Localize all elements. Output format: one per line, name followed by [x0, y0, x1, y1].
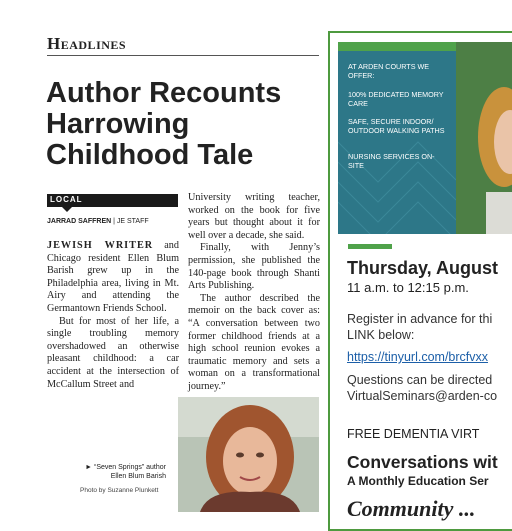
ad-date: Thursday, August: [347, 258, 499, 278]
section-title: Headlines: [47, 34, 127, 53]
ad-portrait-image: [456, 42, 512, 234]
lead-text: and Chicago resident Ellen Blum Barish grew up in the Philadelphia area, living in Mt. Airy and attending the Germantown Friends School.: [47, 240, 179, 314]
section-divider: [47, 55, 319, 56]
ad-panel-accent: [338, 42, 456, 51]
headline-line-3: Childhood Tale: [46, 139, 254, 171]
ad-questions-line-1: Questions can be directed: [347, 373, 493, 387]
article-paragraph: Finally, with Jenny’s permission, she published the 140-page book through Shanti Arts Publishing.: [188, 242, 320, 292]
byline-name: JARRAD SAFFREN: [47, 218, 112, 225]
ad-accent-rule: [348, 244, 392, 249]
ad-photo: [456, 42, 512, 234]
article-headline: [46, 78, 326, 171]
caption-line-1: ► “Seven Springs” author: [85, 464, 166, 471]
ad-register-line-2: LINK below:: [347, 328, 415, 342]
ad-conversations-title: Conversations wit: [347, 452, 498, 472]
ad-time: 11 a.m. to 12:15 p.m.: [347, 280, 469, 295]
article-paragraph: The author described the memoir on the back cover as: “A conversation between two former childhood friends at a high school reunion evokes a traumatic memory and sets a woman on a transformational journey.”: [188, 292, 320, 392]
lead-in: JEWISH WRITER: [47, 240, 154, 251]
caption-line-2: Ellen Blum Barish: [110, 473, 166, 480]
ad-register-line-1: Register in advance for thi: [347, 312, 493, 326]
ad-questions-line-2: VirtualSeminars@arden-co: [347, 389, 498, 403]
article-column-2: [188, 192, 320, 394]
local-tag: LOCAL: [50, 195, 83, 204]
byline: [47, 218, 149, 225]
ad-script-heading: Community ...: [347, 496, 476, 521]
ad-free-seminar: FREE DEMENTIA VIRT: [347, 427, 480, 441]
ad-panel-heading: AT ARDEN COURTS WE OFFER:: [348, 62, 430, 80]
article-paragraph: University writing teacher, worked on the book for five years but thought about it for well over a decade, she said.: [188, 192, 320, 241]
photo-credit: Photo by Suzanne Plunkett: [80, 487, 159, 494]
headline-line-1: Author Recounts: [46, 77, 282, 109]
article-paragraph: But for most of her life, a single troubling memory overshadowed an otherwise pleasant childhood: a car accident at the intersection of McCallum Street and: [47, 315, 179, 390]
ad-registration-link[interactable]: https://tinyurl.com/brcfvxx: [347, 350, 489, 364]
local-tag-notch: [62, 207, 72, 212]
headline-line-2: Harrowing: [46, 108, 190, 140]
author-photo: [178, 397, 319, 512]
byline-role: | JE STAFF: [113, 218, 149, 225]
ad-monthly-series: A Monthly Education Ser: [347, 474, 489, 488]
article-paragraph: [47, 240, 179, 316]
ad-panel-item: NURSING SERVICES ON-SITE: [348, 152, 435, 170]
ad-panel-item: 100% DEDICATED MEMORY CARE: [348, 90, 444, 108]
ad-panel-item: SAFE, SECURE INDOOR/ OUTDOOR WALKING PATHS: [348, 117, 445, 135]
article-column-1: [47, 240, 179, 391]
author-portrait-image: [178, 397, 319, 512]
photo-caption: [56, 463, 166, 481]
